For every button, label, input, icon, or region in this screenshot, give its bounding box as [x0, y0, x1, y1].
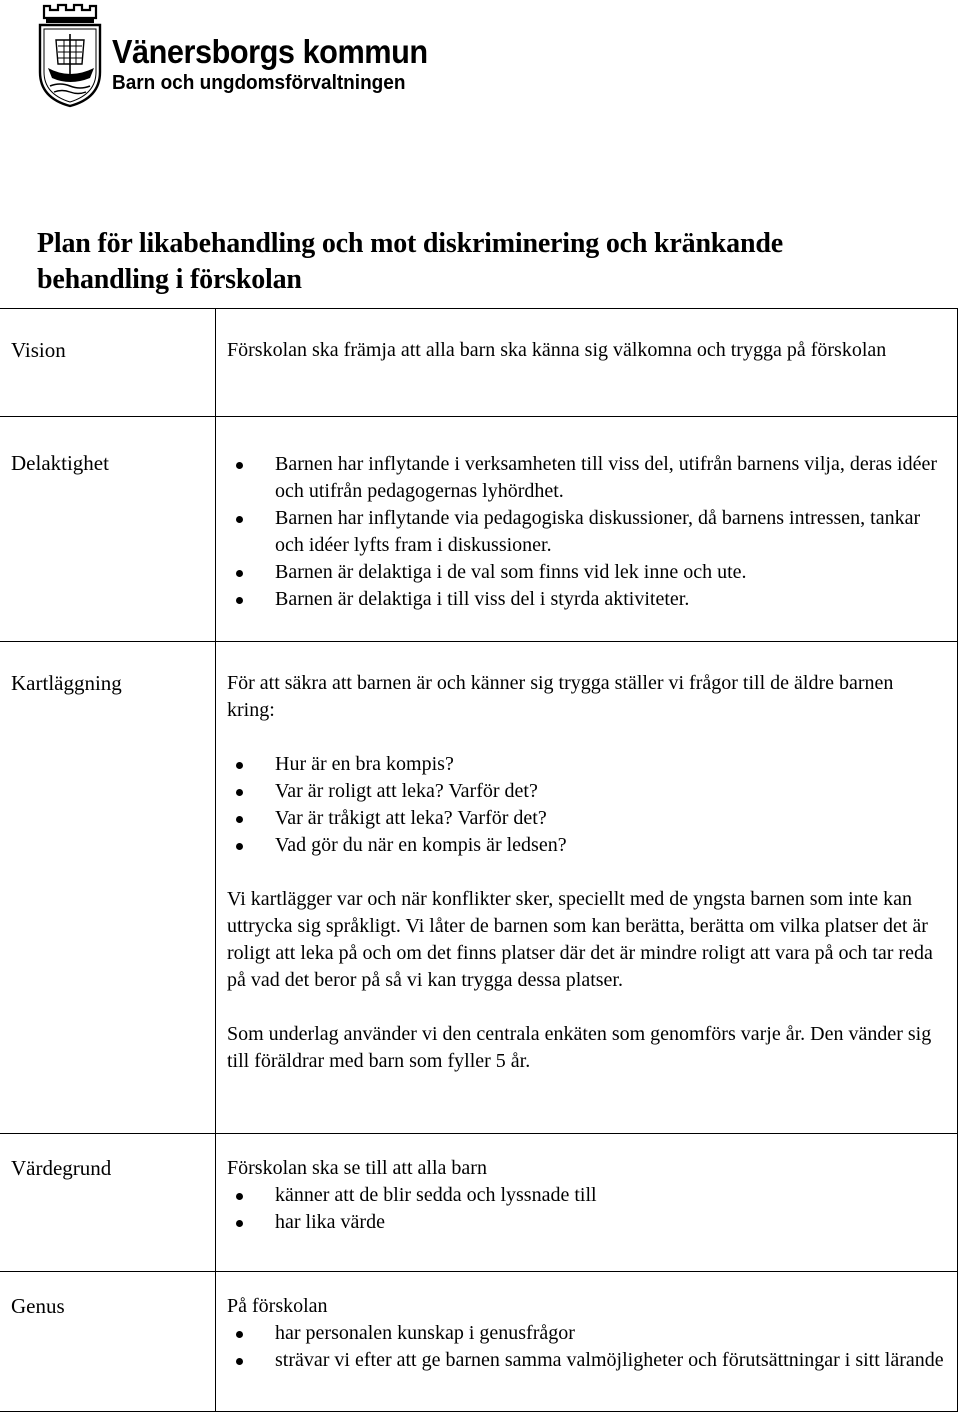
- list-item: Var är tråkigt att leka? Varför det?: [227, 805, 945, 832]
- kartlaggning-intro: För att säkra att barnen är och känner sig trygga ställer vi frågor till de äldre barnen kring:: [227, 672, 894, 721]
- row-label-vardegrund: [0, 1134, 216, 1272]
- list-item: känner att de blir sedda och lyssnade till: [227, 1182, 945, 1209]
- municipal-crest-logo: [36, 2, 104, 108]
- row-label-genus: [0, 1272, 216, 1412]
- row-label-vision: [0, 309, 216, 417]
- table-row-vardegrund: [0, 1134, 958, 1272]
- kartlaggning-paragraph-2: Som underlag använder vi den centrala enkäten som genomförs varje år. Den vänder sig till föräldrar med barn som fyller 5 år.: [227, 1023, 932, 1072]
- row-content-delaktighet: [216, 417, 958, 642]
- row-label-delaktighet: [0, 417, 216, 642]
- label-text: Genus: [11, 1294, 65, 1318]
- label-text: Delaktighet: [11, 451, 109, 475]
- row-content-vardegrund: [216, 1134, 958, 1272]
- organization-name: Vänersborgs kommun: [112, 33, 428, 70]
- row-content-kartlaggning: [216, 642, 958, 1134]
- list-item: har personalen kunskap i genusfrågor: [227, 1320, 945, 1347]
- row-content-genus: [216, 1272, 958, 1412]
- list-item: Barnen har inflytande i verksamheten till viss del, utifrån barnens vilja, deras idéer och utifrån pedagogernas lyhördhet.: [227, 451, 945, 505]
- label-text: Vision: [11, 338, 66, 362]
- table-row-genus: [0, 1272, 958, 1412]
- genus-list: [227, 1320, 945, 1374]
- table-row-delaktighet: [0, 417, 958, 642]
- vardegrund-list: [227, 1182, 945, 1236]
- delaktighet-list: [227, 417, 945, 613]
- list-item: Barnen har inflytande via pedagogiska diskussioner, då barnens intressen, tankar och idéer lyfts fram i diskussioner.: [227, 505, 945, 559]
- row-content-vision: [216, 309, 958, 417]
- list-item: Hur är en bra kompis?: [227, 751, 945, 778]
- label-text: Kartläggning: [11, 671, 122, 695]
- plan-table: [0, 308, 958, 1412]
- list-item: Var är roligt att leka? Varför det?: [227, 778, 945, 805]
- vision-text: Förskolan ska främja att alla barn ska känna sig välkomna och trygga på förskolan: [227, 339, 887, 361]
- document-title: Plan för likabehandling och mot diskriminering och kränkande behandling i förskolan: [37, 228, 783, 295]
- list-item: Barnen är delaktiga i till viss del i styrda aktiviteter.: [227, 586, 945, 613]
- list-item: strävar vi efter att ge barnen samma valmöjligheter och förutsättningar i sitt lärande: [227, 1347, 945, 1374]
- list-item: har lika värde: [227, 1209, 945, 1236]
- table-row-kartlaggning: [0, 642, 958, 1134]
- vardegrund-intro: Förskolan ska se till att alla barn: [227, 1157, 487, 1179]
- department-name: Barn och ungdomsförvaltningen: [112, 72, 406, 94]
- table-row-vision: [0, 309, 958, 417]
- genus-intro: På förskolan: [227, 1295, 328, 1317]
- list-item: Vad gör du när en kompis är ledsen?: [227, 832, 945, 859]
- kartlaggning-paragraph-1: Vi kartlägger var och när konflikter sker, speciellt med de yngsta barnen som inte kan uttrycka sig språkligt. Vi låter de barnen som kan berätta, berätta om vilka platser det är roligt att leka på och om det finns platser där det är mindre roligt att vara på och tar reda på vad det beror på så vi kan trygga dessa platser.: [227, 888, 933, 991]
- label-text: Värdegrund: [11, 1156, 112, 1180]
- letterhead: [36, 2, 436, 110]
- row-label-kartlaggning: [0, 642, 216, 1134]
- kartlaggning-questions: [227, 724, 945, 859]
- list-item: Barnen är delaktiga i de val som finns vid lek inne och ute.: [227, 559, 945, 586]
